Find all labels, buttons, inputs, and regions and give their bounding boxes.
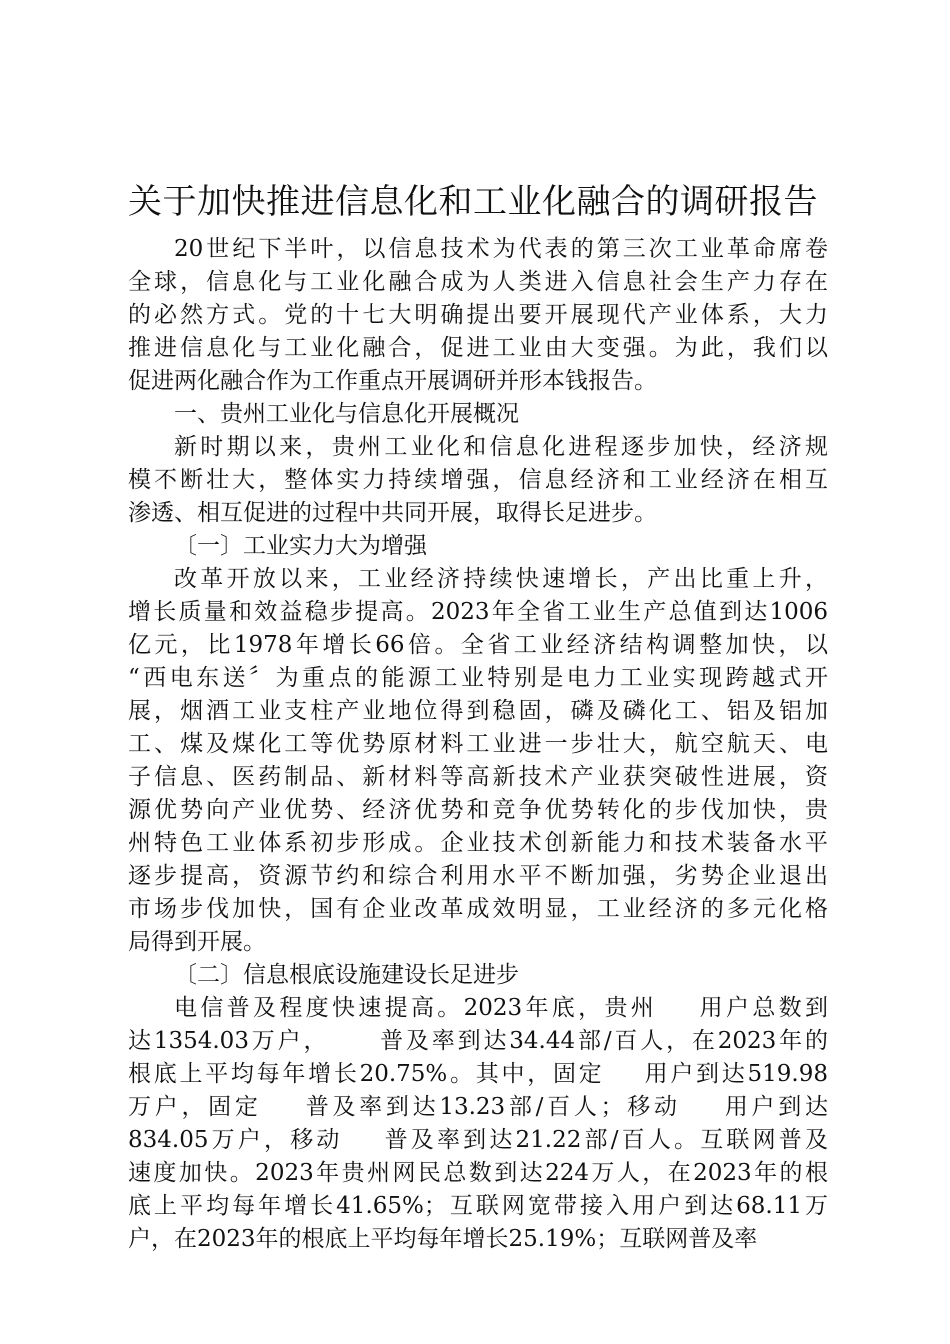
text-line: 834.05万户，移动 普及率到达21.22部/百人。互联网普及 [128, 1127, 828, 1153]
section-heading [128, 398, 828, 431]
text-line: 电信普及程度快速提高。2023年底，贵州 用户总数到 [174, 995, 828, 1021]
document-title: 关于加快推进信息化和工业化融合的调研报告 [128, 182, 818, 222]
text-line: 〔一〕工业实力大为增强 [174, 533, 427, 559]
text-line: 局得到开展。 [128, 929, 266, 955]
text-line: 〔二〕信息根底设施建设长足进步 [174, 962, 519, 988]
text-line: 州特色工业体系初步形成。企业技术创新能力和技术装备水平 [128, 830, 828, 856]
section-heading [128, 530, 828, 563]
text-line: 达1354.03万户， 普及率到达34.44部/百人，在2023年的 [128, 1028, 828, 1054]
text-line: 渗透、相互促进的过程中共同开展，取得长足进步。 [128, 500, 657, 526]
paragraph [128, 233, 828, 398]
text-line: 速度加快。2023年贵州网民总数到达224万人，在2023年的根 [128, 1160, 828, 1186]
text-line: 户，在2023年的根底上平均每年增长25.19%；互联网普及率 [128, 1226, 758, 1252]
text-line: 增长质量和效益稳步提高。2023年全省工业生产总值到达1006 [128, 599, 828, 625]
text-line: 全球，信息化与工业化融合成为人类进入信息社会生产力存在 [128, 269, 828, 295]
text-line: 改革开放以来，工业经济持续快速增长，产出比重上升， [174, 566, 828, 592]
text-line: 子信息、医药制品、新材料等高新技术产业获突破性进展，资 [128, 764, 828, 790]
text-line: 逐步提高，资源节约和综合利用水平不断加强，劣势企业退出 [128, 863, 828, 889]
text-line: 工、煤及煤化工等优势原材料工业进一步壮大，航空航天、电 [128, 731, 828, 757]
text-line: 20世纪下半叶，以信息技术为代表的第三次工业革命席卷 [174, 236, 828, 262]
text-line: 推进信息化与工业化融合，促进工业由大变强。为此，我们以 [128, 335, 828, 361]
document-body [128, 233, 828, 1256]
text-line: 根底上平均每年增长20.75%。其中，固定 用户到达519.98 [128, 1061, 828, 1087]
paragraph [128, 992, 828, 1256]
text-line: “西电东送〞为重点的能源工业特别是电力工业实现跨越式开 [128, 665, 828, 691]
text-line: 展，烟酒工业支柱产业地位得到稳固，磷及磷化工、铝及铝加 [128, 698, 828, 724]
paragraph [128, 431, 828, 530]
text-line: 的必然方式。党的十七大明确提出要开展现代产业体系，大力 [128, 302, 828, 328]
text-line: 一、贵州工业化与信息化开展概况 [174, 401, 519, 427]
text-line: 市场步伐加快，国有企业改革成效明显，工业经济的多元化格 [128, 896, 828, 922]
text-line: 万户，固定 普及率到达13.23部/百人；移动 用户到达 [128, 1094, 828, 1120]
text-line: 模不断壮大，整体实力持续增强，信息经济和工业经济在相互 [128, 467, 828, 493]
text-line: 新时期以来，贵州工业化和信息化进程逐步加快，经济规 [174, 434, 828, 460]
text-line: 源优势向产业优势、经济优势和竞争优势转化的步伐加快，贵 [128, 797, 828, 823]
text-line: 底上平均每年增长41.65%；互联网宽带接入用户到达68.11万 [128, 1193, 828, 1219]
text-line: 促进两化融合作为工作重点开展调研并形本钱报告。 [128, 368, 657, 394]
section-heading [128, 959, 828, 992]
text-line: 亿元，比1978年增长66倍。全省工业经济结构调整加快，以 [128, 632, 828, 658]
paragraph [128, 563, 828, 959]
